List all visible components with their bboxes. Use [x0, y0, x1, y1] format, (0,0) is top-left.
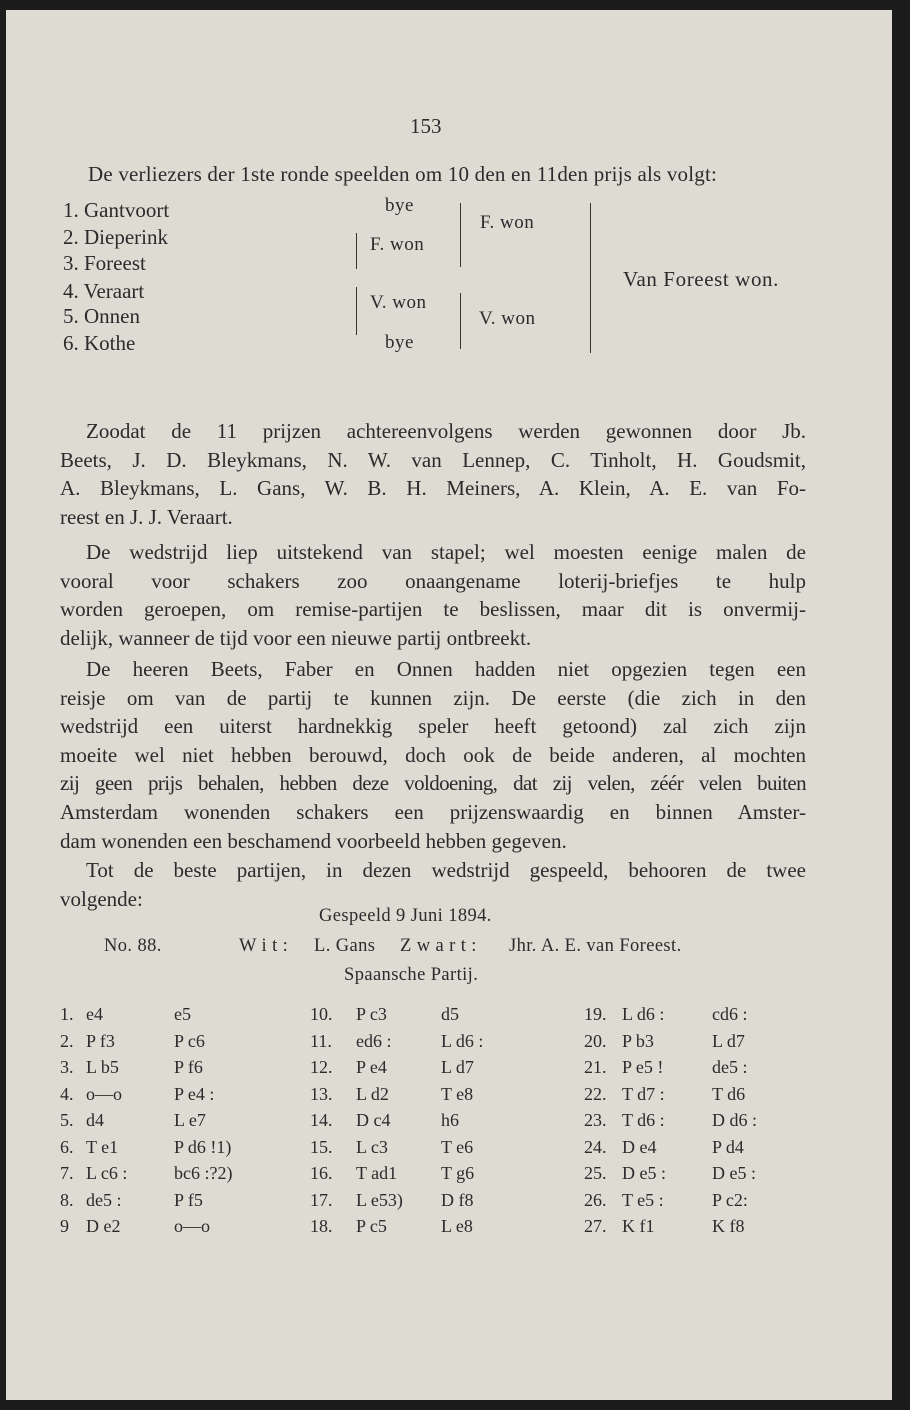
- move-number: 2.: [60, 1030, 74, 1051]
- move-number: 6.: [60, 1136, 74, 1157]
- move-number: 26.: [584, 1189, 607, 1210]
- bracket-round1-b: [356, 287, 357, 335]
- move-number: 27.: [584, 1216, 607, 1236]
- player-4: 4. Veraart: [63, 279, 145, 303]
- white-move: D e5 :: [622, 1163, 666, 1183]
- move-number: 22.: [584, 1083, 607, 1104]
- white-move: T e5 :: [622, 1189, 664, 1210]
- white-move: T ad1: [356, 1163, 398, 1183]
- move-number: 21.: [584, 1057, 607, 1077]
- white-label: W i t :: [239, 936, 289, 956]
- move-number: 12.: [310, 1057, 333, 1077]
- paragraph-prizes: Zoodat de 11 prijzen achtereenvolgens werden gewonnen door Jb. Beets, J. D. Bleykmans, N. W. van Lennep, C. Tinholt, H. Goudsmit, A. Bleykmans, L. Gans, W. B. H. Meiners, A. Klein, A. E. van Fo- reest en J. J. Veraart.: [60, 419, 806, 529]
- move-number: 11.: [310, 1030, 332, 1051]
- black-move: bc6 :?2): [174, 1163, 233, 1183]
- bracket-final: [590, 203, 591, 353]
- black-move: L e7: [174, 1110, 206, 1130]
- black-move: T e6: [441, 1136, 474, 1157]
- book-page: [6, 10, 892, 1400]
- move-number: 14.: [310, 1110, 333, 1130]
- round1-result-3: V. won: [370, 292, 427, 313]
- black-move: T d6: [712, 1083, 746, 1104]
- white-move: T e1: [86, 1136, 119, 1157]
- white-player: L. Gans: [314, 936, 376, 956]
- page-number: 153: [410, 114, 442, 138]
- black-move: K f8: [712, 1216, 745, 1236]
- move-number: 10.: [310, 1004, 333, 1024]
- black-move: e5: [174, 1004, 191, 1024]
- white-move: D e2: [86, 1216, 121, 1236]
- black-move: d5: [441, 1004, 459, 1024]
- move-number: 4.: [60, 1083, 74, 1104]
- white-move: P b3: [622, 1030, 654, 1051]
- white-move: o—o: [86, 1083, 122, 1104]
- player-1: 1. Gantvoort: [63, 198, 170, 222]
- move-number: 24.: [584, 1136, 607, 1157]
- intro-sentence: De verliezers der 1ste ronde speelden om 10 den en 11den prijs als volgt:: [88, 162, 718, 186]
- white-move: de5 :: [86, 1189, 122, 1210]
- black-move: P c2:: [712, 1189, 748, 1210]
- black-move: T g6: [441, 1163, 475, 1183]
- move-number: 3.: [60, 1057, 74, 1077]
- move-number: 23.: [584, 1110, 607, 1130]
- move-number: 20.: [584, 1030, 607, 1051]
- black-move: P f6: [174, 1057, 203, 1077]
- game-played-date: Gespeeld 9 Juni 1894.: [319, 906, 492, 926]
- paragraph-tournament: De wedstrijd liep uitstekend van stapel; wel moesten eenige malen de vooral voor schakers zoo onaangename loterij-briefjes te hulp worden geroepen, om remise-partijen te beslissen, maar dit is onvermij- delijk, wanneer de tijd voor een nieuwe partij ontbreekt.: [60, 540, 806, 650]
- move-number: 15.: [310, 1136, 333, 1157]
- white-move: L b5: [86, 1057, 119, 1077]
- move-number: 13.: [310, 1083, 333, 1104]
- black-move: D e5 :: [712, 1163, 756, 1183]
- bracket-round2-a2: [460, 235, 461, 267]
- white-move: L d6 :: [622, 1004, 665, 1024]
- move-number: 25.: [584, 1163, 607, 1183]
- move-number: 18.: [310, 1216, 333, 1236]
- paragraph-visitors: De heeren Beets, Faber en Onnen hadden niet opgezien tegen een reisje om van de partij te kunnen zijn. De eerste (die zich in den wedstrijd een uiterst hardnekkig speler heeft getoond) zal zich zijn moeite wel niet hebben berouwd, doch ook de beide anderen, al mochten zij geen prijs behalen, hebben deze voldoening, dat zij velen, zéér velen buiten Amsterdam wonenden schakers een prijzenswaardig en binnen Amster- dam wonenden een beschamend voorbeeld hebben gegeven.: [60, 657, 806, 853]
- white-move: P c5: [356, 1216, 387, 1236]
- black-move: de5 :: [712, 1057, 748, 1077]
- white-move: K f1: [622, 1216, 655, 1236]
- move-number: 19.: [584, 1004, 607, 1024]
- black-move: L d7: [712, 1030, 745, 1051]
- black-move: L e8: [441, 1216, 473, 1236]
- white-move: P c3: [356, 1004, 387, 1024]
- black-move: P d6 !1): [174, 1136, 232, 1157]
- black-player: Jhr. A. E. van Foreest.: [509, 936, 682, 956]
- black-move: D f8: [441, 1189, 474, 1210]
- white-move: L c6 :: [86, 1163, 128, 1183]
- white-move: P e5 !: [622, 1057, 664, 1077]
- paragraph-best-games: Tot de beste partijen, in dezen wedstrijd gespeeld, behooren de twee volgende:: [60, 858, 806, 911]
- player-2: 2. Dieperink: [63, 225, 168, 249]
- black-move: P c6: [174, 1030, 205, 1051]
- move-number: 9: [60, 1216, 69, 1236]
- round1-result-1: bye: [385, 195, 414, 216]
- game-number: No. 88.: [104, 936, 162, 956]
- black-move: L d7: [441, 1057, 474, 1077]
- white-move: L d2: [356, 1083, 389, 1104]
- black-move: P d4: [712, 1136, 744, 1157]
- white-move: e4: [86, 1004, 103, 1024]
- move-number: 1.: [60, 1004, 74, 1024]
- bracket-round1-a: [356, 233, 357, 269]
- white-move: L c3: [356, 1136, 388, 1157]
- round2-result-2: V. won: [479, 308, 536, 329]
- final-winner: Van Foreest won.: [623, 267, 779, 291]
- player-3: 3. Foreest: [63, 251, 146, 275]
- black-move: D d6 :: [712, 1110, 757, 1130]
- black-move: T e8: [441, 1083, 474, 1104]
- move-number: 8.: [60, 1189, 74, 1210]
- move-number: 17.: [310, 1189, 333, 1210]
- black-move: o—o: [174, 1216, 210, 1236]
- black-move: h6: [441, 1110, 459, 1130]
- black-move: P f5: [174, 1189, 203, 1210]
- black-label: Z w a r t :: [400, 936, 477, 956]
- move-number: 7.: [60, 1163, 74, 1183]
- move-number: 16.: [310, 1163, 333, 1183]
- white-move: P f3: [86, 1030, 115, 1051]
- black-move: L d6 :: [441, 1030, 484, 1051]
- white-move: L e53): [356, 1189, 403, 1210]
- bracket-round2-b: [460, 293, 461, 325]
- black-move: cd6 :: [712, 1004, 748, 1024]
- white-move: T d6 :: [622, 1110, 665, 1130]
- bracket-round2-b2: [460, 325, 461, 349]
- white-move: ed6 :: [356, 1030, 392, 1051]
- move-number: 5.: [60, 1110, 74, 1130]
- white-move: D c4: [356, 1110, 391, 1130]
- player-5: 5. Onnen: [63, 304, 140, 328]
- round2-result-1: F. won: [480, 212, 535, 233]
- player-6: 6. Kothe: [63, 331, 136, 355]
- white-move: D e4: [622, 1136, 657, 1157]
- white-move: T d7 :: [622, 1083, 665, 1104]
- round1-result-2: F. won: [370, 234, 425, 255]
- opening-name: Spaansche Partij.: [344, 965, 479, 985]
- round1-result-4: bye: [385, 332, 414, 353]
- white-move: P e4: [356, 1057, 387, 1077]
- white-move: d4: [86, 1110, 104, 1130]
- black-move: P e4 :: [174, 1083, 215, 1104]
- bracket-round2-a: [460, 203, 461, 235]
